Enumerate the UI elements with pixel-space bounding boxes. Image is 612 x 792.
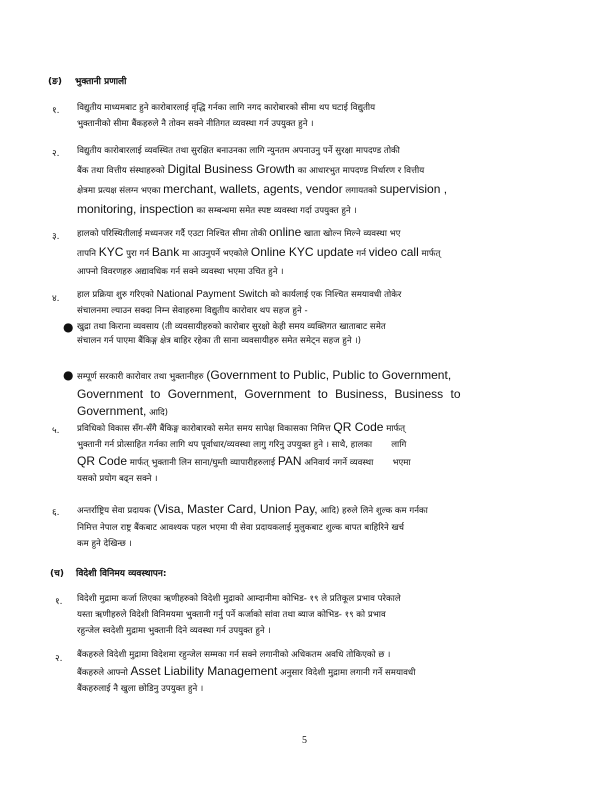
bullet-dot: ●	[63, 368, 74, 382]
bullet-dot: ●	[63, 320, 74, 334]
para-line: बैंकहरुले विदेशी मुद्रामा विदेशमा रहुन्जेल सम्मका गर्न सक्ने लगानीको अधिकतम अवधि तोकिएको छ ।	[77, 650, 391, 660]
text-run: Online KYC update	[250, 245, 354, 259]
section-label: (च)	[50, 569, 64, 579]
text-run: monitoring, inspection	[77, 202, 194, 216]
text-run: supervision ,	[379, 182, 448, 196]
item-paragraph	[77, 142, 563, 220]
item-number: ६.	[52, 508, 60, 518]
para-line	[77, 243, 563, 263]
text-run: हालको परिस्थितीलाई मध्यनजर गर्दै एउटा निश्चित सीमा तोकी	[77, 229, 267, 239]
para-line: आफ्नो विवरणहरु अद्यावधिक गर्न सक्ने व्यवस्था भएमा उचित हुने ।	[77, 267, 284, 277]
text-run: हाल प्रक्रिया शुरु गरिएको	[77, 290, 154, 300]
text-run: बैंकहरुले आफ्नो	[77, 668, 128, 678]
page-number: 5	[302, 735, 307, 746]
section-label: (ङ)	[48, 77, 62, 87]
text-run: बैंक तथा वित्तीय संस्थाहरुको	[77, 166, 165, 176]
item-paragraph	[77, 101, 563, 132]
para-line: विद्युतीय माध्यमबाट हुने कारोबारलाई वृद्धि गर्नका लागि नगद कारोबारको सीमा थप घटाई विद्युतीय	[77, 103, 376, 113]
para-line: Government to Government, Government to Business, Business to	[77, 387, 461, 401]
item-paragraph	[77, 501, 563, 553]
text-run: अन्तर्राष्ट्रिय सेवा प्रदायक	[77, 506, 151, 516]
para-line	[77, 663, 563, 681]
text-run: अनिवार्य नगर्ने व्यवस्था भएमा	[304, 458, 411, 468]
section-title: विदेशी विनिमय व्यवस्थापन:	[76, 569, 167, 579]
text-run: अनुसार विदेशी मुद्रामा लगानी गर्ने समयावधी	[280, 668, 416, 678]
text-run: Bank	[151, 245, 180, 259]
para-line: भुक्तानीको सीमा बैंकहरुले नै तोक्न सक्ने नीतिगत व्यवस्था गर्न उपयुक्त हुने ।	[77, 118, 314, 129]
item-paragraph	[77, 419, 563, 487]
text-run: पुरा गर्न	[126, 249, 150, 259]
text-run: तापनि	[77, 249, 97, 259]
text-run: (Government to Public, Public to Government,	[206, 368, 452, 382]
para-line	[77, 200, 563, 220]
text-run: Digital Business Growth	[167, 162, 295, 176]
para-line	[77, 180, 563, 200]
text-run: का आधारभुत मापदण्ड निर्धारण र वित्तीय	[297, 166, 425, 176]
text-run: लगायतको	[345, 186, 377, 196]
text-run: आदि) हरुले लिने शुल्क कम गर्नका	[320, 506, 428, 516]
text-run: KYC	[98, 245, 124, 259]
item-paragraph	[77, 591, 563, 639]
text-run: National Payment Switch	[156, 289, 268, 300]
para-line	[77, 160, 563, 180]
para-line	[77, 287, 563, 304]
bullet-paragraph	[77, 320, 563, 348]
bullet-paragraph	[77, 367, 563, 422]
text-run: आदि)	[149, 408, 169, 418]
para-line: बैंकहरुलाई नै खुला छोडिनु उपयुक्त हुने ।	[77, 684, 204, 694]
text-run: क्षेत्रमा प्रत्यक्ष संलग्न भएका	[77, 186, 161, 196]
text-run: मार्फत्	[421, 249, 441, 259]
para-line: खुद्रा तथा किराना व्यवसाय (ती व्यवसायीहरुको कारोबार सुरक्षो केही समय व्यक्तिगत खाताबाट समेत	[77, 322, 386, 332]
item-number: ५.	[52, 426, 60, 436]
text-run: (Visa, Master Card, Union Pay,	[153, 502, 318, 516]
para-line: संचालनमा ल्याउन सक्दा निम्न सेवाहरुमा विद्युतीय कारोवार थप सहज हुने -	[77, 305, 308, 316]
text-run: खाता खोल्न मिल्ने व्यवस्था भए	[304, 229, 401, 239]
text-run: प्रविधिको विकास सँग-सँगै बैंकिङ्ग कारोबारको समेत समय सापेक्ष विकासका निमित्त	[77, 424, 331, 434]
para-line: यसको प्रयोग बढ्न सक्ने ।	[77, 474, 158, 484]
section-title: भुक्तानी प्रणाली	[75, 77, 127, 87]
para-line	[77, 453, 563, 471]
text-run: PAN	[277, 454, 302, 468]
text-run: मार्फत्	[386, 424, 406, 434]
para-line	[77, 223, 563, 243]
item-paragraph	[77, 223, 563, 281]
text-run: मा आउनुपर्ने भएकोले	[181, 249, 249, 259]
item-number: ४.	[52, 294, 60, 304]
para-line: संचालन गर्न पाएमा बैंकिङ्ग क्षेत्र बाहिर रहेका ती साना व्यवसायीहरु समेत समेट्न सहज हुने ।)	[77, 336, 361, 346]
text-run: को कार्यलाई एक निश्चित समयावधी तोकेर	[270, 290, 402, 300]
item-number: २.	[55, 654, 63, 664]
para-line: रहुन्जेल स्वदेशी मुद्रामा भुक्तानी दिने व्यवस्था गर्न उपयुक्त हुने ।	[77, 626, 271, 636]
para-line: निमित्त नेपाल राष्ट्र बैंकबाट आवश्यक पहल भएमा यी सेवा प्रदायकलाई मुलुकबाट शुल्क बापत बाहिरिने खर्च	[77, 522, 404, 533]
para-line	[77, 501, 563, 520]
text-run: गर्न	[356, 249, 366, 259]
para-line	[77, 367, 563, 386]
para-line: कम हुने देखिन्छ ।	[77, 539, 132, 549]
text-run: सम्पूर्ण सरकारी कारोवार तथा भुक्तानीहरु	[77, 372, 204, 382]
item-number: १.	[52, 106, 60, 116]
item-paragraph	[77, 647, 563, 697]
item-number: ३.	[52, 232, 60, 242]
item-paragraph	[77, 287, 563, 319]
para-line: भुक्तानी गर्न प्रोत्साहित गर्नका लागि थप पूर्वाधार/व्यवस्था लागु गरिनु उपयुक्त हुने । साथै, हालका लागि	[77, 440, 407, 450]
item-number: १.	[55, 597, 63, 607]
text-run: QR Code	[77, 454, 128, 468]
text-run: मार्फत् भुक्तानी लिन साना/घुम्ती व्यापारीहरुलाई	[129, 458, 276, 468]
para-line: विद्युतीय कारोबारलाई व्यवस्थित तथा सुरक्षित बनाउनका लागि न्युनतम अपनाउनु पर्ने सुरक्षा मापदण्ड तोकी	[77, 146, 400, 156]
text-run: online	[269, 225, 302, 239]
text-run: video call	[368, 245, 419, 259]
text-run: Asset Liability Management	[130, 664, 278, 678]
text-run: का सम्बन्धमा समेत स्पष्ट व्यवस्था गर्दा उपयुक्त हुने ।	[196, 206, 357, 216]
para-line: यस्ता ऋणीहरुले विदेशी विनिमयमा भुक्तानी गर्नु पर्ने कर्जाको सांवा तथा ब्याज कोभिड- १९ को प्रभाव	[77, 610, 386, 620]
text-run: merchant, wallets, agents, vendor	[163, 182, 343, 196]
text-run: QR Code	[333, 420, 384, 434]
item-number: २.	[52, 149, 60, 159]
para-line: विदेशी मुद्रामा कर्जा लिएका ऋणीहरुको विदेशी मुद्राको आम्दानीमा कोभिड- १९ ले प्रतिकूल प्रभाव परेकाले	[77, 594, 401, 604]
text-run: Government,	[77, 404, 147, 418]
para-line	[77, 419, 563, 437]
